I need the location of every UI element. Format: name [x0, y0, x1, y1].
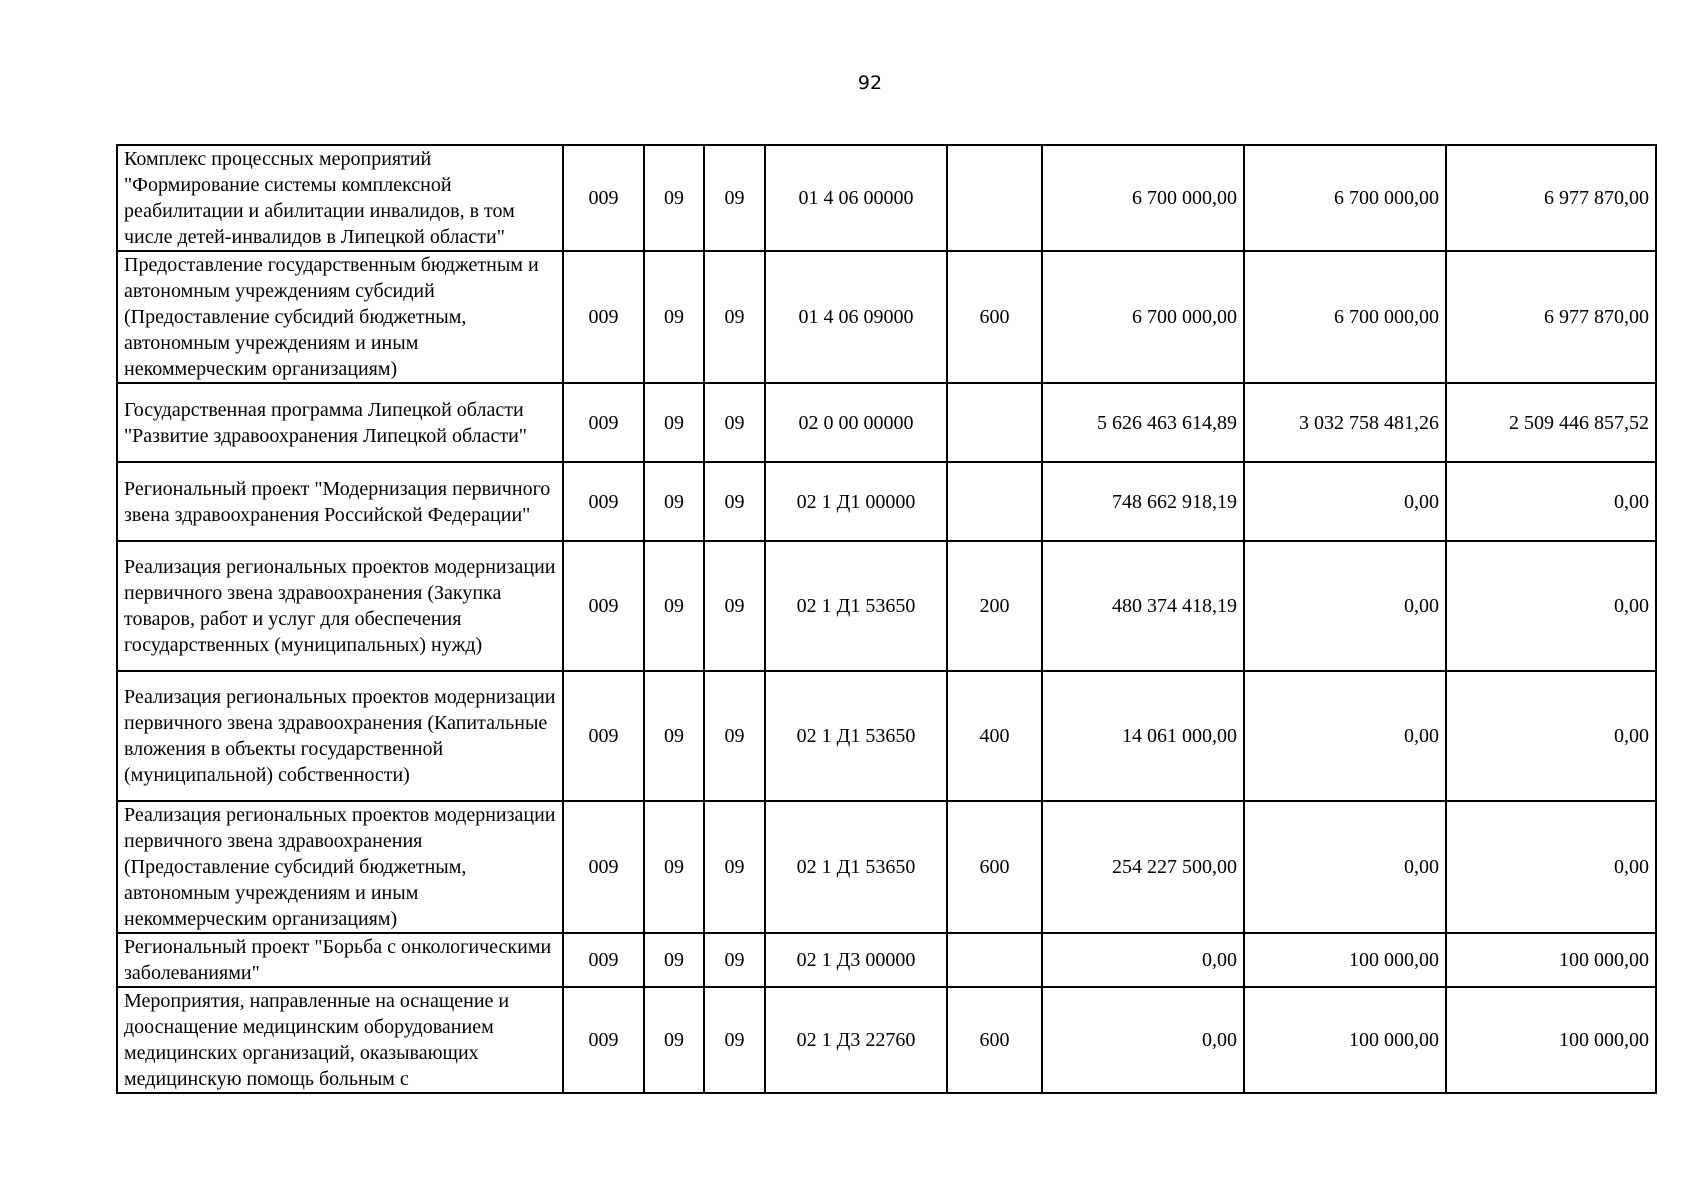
table-row: [117, 541, 1656, 671]
expense-type-code: [947, 145, 1042, 251]
section-code: 09: [644, 801, 704, 933]
row-description: Реализация региональных проектов модернизации первичного звена здравоохранения (Предоставление субсидий бюджетным, автономным учреждениям и иным некоммерческим организациям): [117, 801, 563, 933]
amount-1: 6 700 000,00: [1042, 145, 1244, 251]
amount-3: 6 977 870,00: [1446, 145, 1656, 251]
amount-2: 0,00: [1244, 801, 1446, 933]
amount-3: 2 509 446 857,52: [1446, 383, 1656, 462]
expense-type-code: 600: [947, 987, 1042, 1093]
table-row: [117, 933, 1656, 987]
table-row: [117, 251, 1656, 383]
amount-3: 0,00: [1446, 671, 1656, 801]
subsection-code: 09: [704, 541, 765, 671]
ministry-code: 009: [563, 987, 644, 1093]
amount-1: 0,00: [1042, 987, 1244, 1093]
amount-3: 100 000,00: [1446, 987, 1656, 1093]
subsection-code: 09: [704, 251, 765, 383]
expense-type-code: 600: [947, 801, 1042, 933]
section-code: 09: [644, 933, 704, 987]
ministry-code: 009: [563, 145, 644, 251]
section-code: 09: [644, 541, 704, 671]
target-article-code: 02 1 Д1 00000: [765, 462, 947, 541]
amount-2: 3 032 758 481,26: [1244, 383, 1446, 462]
expense-type-code: 400: [947, 671, 1042, 801]
amount-1: 480 374 418,19: [1042, 541, 1244, 671]
page-number: 92: [857, 72, 883, 94]
expense-type-code: 600: [947, 251, 1042, 383]
ministry-code: 009: [563, 801, 644, 933]
section-code: 09: [644, 987, 704, 1093]
subsection-code: 09: [704, 145, 765, 251]
ministry-code: 009: [563, 671, 644, 801]
target-article-code: 01 4 06 00000: [765, 145, 947, 251]
section-code: 09: [644, 671, 704, 801]
section-code: 09: [644, 383, 704, 462]
target-article-code: 01 4 06 09000: [765, 251, 947, 383]
amount-2: 6 700 000,00: [1244, 251, 1446, 383]
subsection-code: 09: [704, 933, 765, 987]
amount-2: 0,00: [1244, 671, 1446, 801]
target-article-code: 02 1 Д1 53650: [765, 801, 947, 933]
expense-type-code: 200: [947, 541, 1042, 671]
budget-table: [116, 144, 1657, 1094]
amount-1: 0,00: [1042, 933, 1244, 987]
amount-1: 5 626 463 614,89: [1042, 383, 1244, 462]
subsection-code: 09: [704, 383, 765, 462]
expense-type-code: [947, 933, 1042, 987]
ministry-code: 009: [563, 462, 644, 541]
target-article-code: 02 1 Д1 53650: [765, 671, 947, 801]
section-code: 09: [644, 251, 704, 383]
amount-1: 6 700 000,00: [1042, 251, 1244, 383]
ministry-code: 009: [563, 383, 644, 462]
amount-2: 100 000,00: [1244, 933, 1446, 987]
row-description: Мероприятия, направленные на оснащение и дооснащение медицинским оборудованием медицинских организаций, оказывающих медицинскую помощь больным с: [117, 987, 563, 1093]
amount-2: 0,00: [1244, 541, 1446, 671]
target-article-code: 02 0 00 00000: [765, 383, 947, 462]
table-row: [117, 671, 1656, 801]
table-row: [117, 801, 1656, 933]
table-row: [117, 383, 1656, 462]
ministry-code: 009: [563, 541, 644, 671]
target-article-code: 02 1 Д3 22760: [765, 987, 947, 1093]
section-code: 09: [644, 462, 704, 541]
table-row: [117, 145, 1656, 251]
amount-1: 254 227 500,00: [1042, 801, 1244, 933]
section-code: 09: [644, 145, 704, 251]
subsection-code: 09: [704, 671, 765, 801]
amount-2: 0,00: [1244, 462, 1446, 541]
subsection-code: 09: [704, 987, 765, 1093]
row-description: Региональный проект "Борьба с онкологическими заболеваниями": [117, 933, 563, 987]
amount-3: 0,00: [1446, 541, 1656, 671]
amount-2: 6 700 000,00: [1244, 145, 1446, 251]
row-description: Региональный проект "Модернизация первичного звена здравоохранения Российской Федерации": [117, 462, 563, 541]
expense-type-code: [947, 462, 1042, 541]
table-row: [117, 987, 1656, 1093]
amount-3: 6 977 870,00: [1446, 251, 1656, 383]
row-description: Реализация региональных проектов модернизации первичного звена здравоохранения (Капитальные вложения в объекты государственной (муниципальной) собственности): [117, 671, 563, 801]
amount-1: 14 061 000,00: [1042, 671, 1244, 801]
row-description: Предоставление государственным бюджетным и автономным учреждениям субсидий (Предоставление субсидий бюджетным, автономным учреждениям и иным некоммерческим организациям): [117, 251, 563, 383]
target-article-code: 02 1 Д3 00000: [765, 933, 947, 987]
table-row: [117, 462, 1656, 541]
target-article-code: 02 1 Д1 53650: [765, 541, 947, 671]
amount-3: 0,00: [1446, 801, 1656, 933]
subsection-code: 09: [704, 801, 765, 933]
row-description: Государственная программа Липецкой области "Развитие здравоохранения Липецкой области": [117, 383, 563, 462]
ministry-code: 009: [563, 933, 644, 987]
amount-3: 100 000,00: [1446, 933, 1656, 987]
amount-2: 100 000,00: [1244, 987, 1446, 1093]
row-description: Комплекс процессных мероприятий "Формирование системы комплексной реабилитации и абилитации инвалидов, в том числе детей-инвалидов в Липецкой области": [117, 145, 563, 251]
ministry-code: 009: [563, 251, 644, 383]
subsection-code: 09: [704, 462, 765, 541]
amount-1: 748 662 918,19: [1042, 462, 1244, 541]
amount-3: 0,00: [1446, 462, 1656, 541]
expense-type-code: [947, 383, 1042, 462]
row-description: Реализация региональных проектов модернизации первичного звена здравоохранения (Закупка товаров, работ и услуг для обеспечения государственных (муниципальных) нужд): [117, 541, 563, 671]
